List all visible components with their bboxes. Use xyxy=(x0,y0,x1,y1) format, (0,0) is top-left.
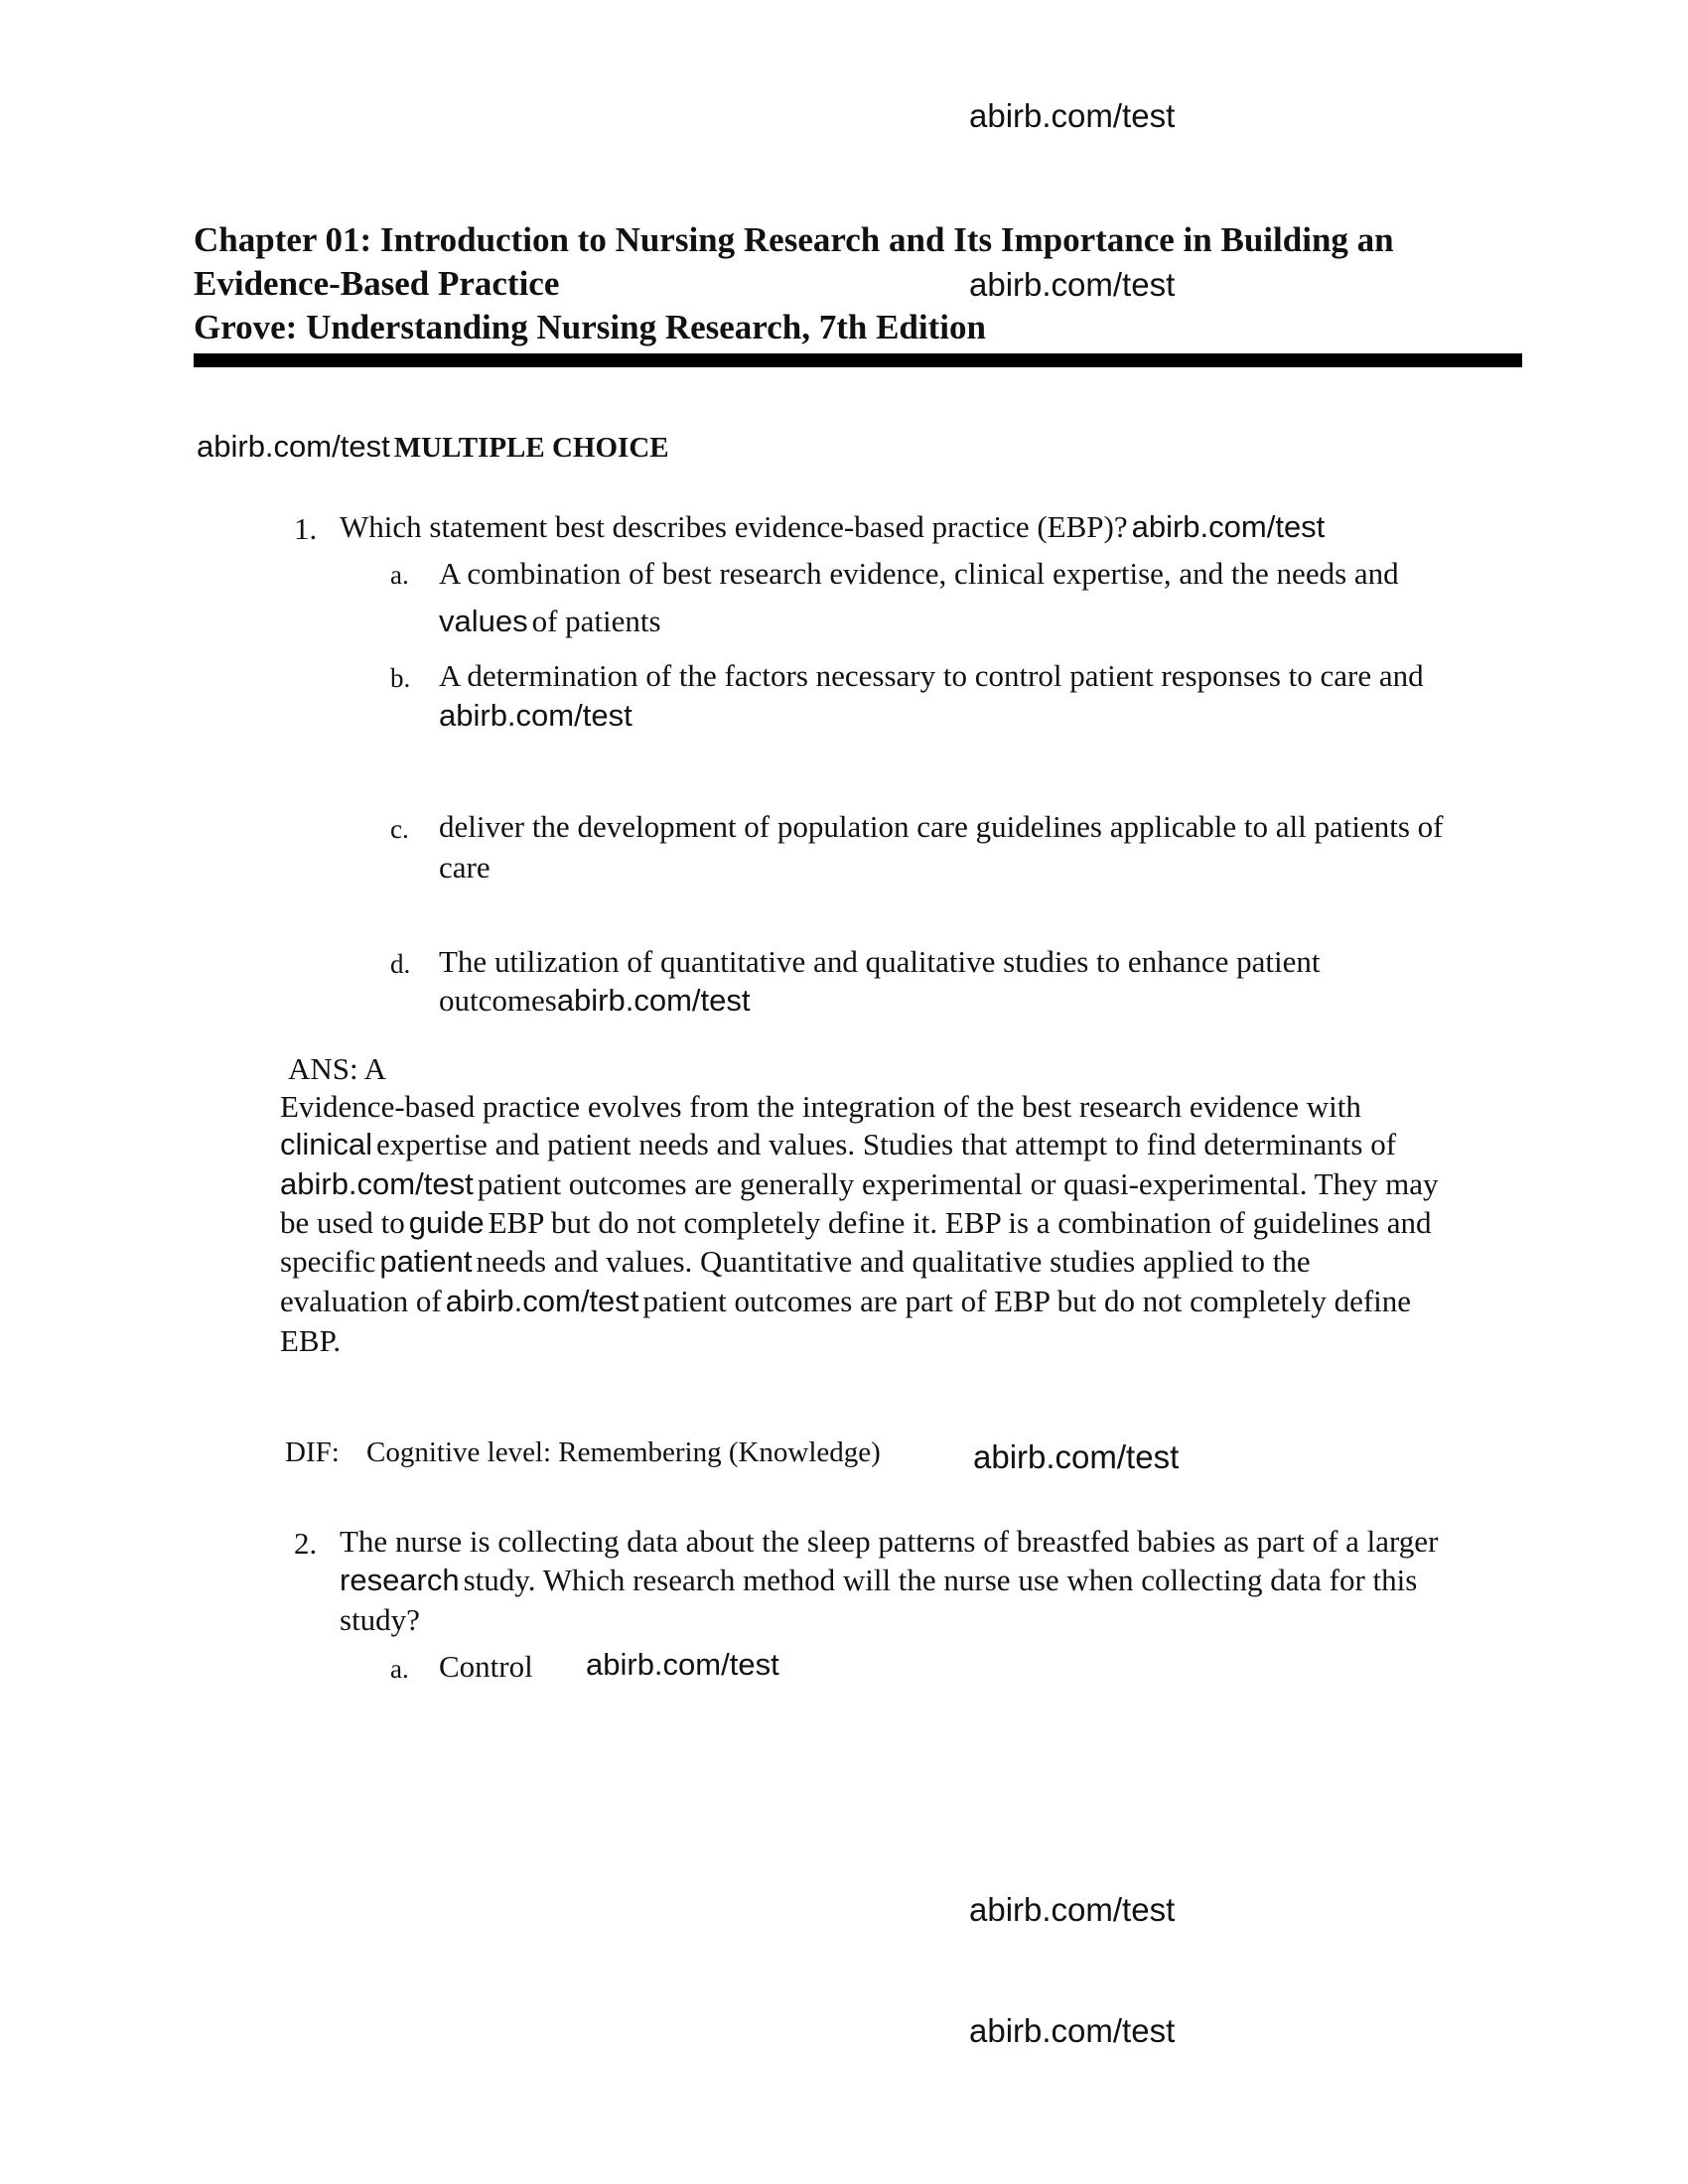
q1-stem-row xyxy=(340,509,1325,545)
rationale-line-5-pre: specific xyxy=(280,1244,376,1279)
q1-option-c-line2: care xyxy=(439,850,491,885)
rationale-line-7: EBP. xyxy=(280,1323,342,1358)
rationale-line-6 xyxy=(280,1284,1411,1319)
rationale-line-3-rest: patient outcomes are generally experimental or quasi-experimental. They may xyxy=(477,1166,1439,1201)
section-heading-row xyxy=(197,429,669,465)
watermark-q1-d: abirb.com/test xyxy=(556,983,751,1018)
watermark-q1-b: abirb.com/test xyxy=(439,698,633,733)
q2-number: 2. xyxy=(294,1526,318,1561)
q1-number: 1. xyxy=(294,511,318,546)
rationale-line-6-pre: evaluation of xyxy=(280,1284,442,1318)
q1-option-a-word: values xyxy=(439,604,528,638)
header-rule xyxy=(194,353,1522,367)
rationale-line-4-pre: be used to xyxy=(280,1205,405,1240)
q2-option-a-letter: a. xyxy=(390,1654,409,1684)
q2-word-research: research xyxy=(340,1563,460,1597)
q1-option-d-rest: outcomes xyxy=(439,983,557,1018)
rationale-word-patient: patient xyxy=(379,1244,473,1279)
watermark-q2: abirb.com/test xyxy=(586,1647,779,1682)
rationale-word-clinical: clinical xyxy=(280,1127,373,1161)
q1-option-b-line1: A determination of the factors necessary to control patient responses to care and xyxy=(439,658,1424,693)
chapter-title-line-1: Chapter 01: Introduction to Nursing Research and Its Importance in Building an xyxy=(194,220,1394,259)
watermark-dif: abirb.com/test xyxy=(973,1438,1180,1475)
q1-answer: ANS: A xyxy=(288,1051,387,1086)
watermark-rationale-1: abirb.com/test xyxy=(280,1166,474,1201)
q1-option-d-line1: The utilization of quantitative and qualitative studies to enhance patient xyxy=(439,944,1321,979)
section-heading: MULTIPLE CHOICE xyxy=(393,432,669,464)
watermark-bottom-1: abirb.com/test xyxy=(969,1891,1176,1928)
rationale-line-6-rest: patient outcomes are part of EBP but do not completely define xyxy=(642,1284,1412,1318)
q1-stem: Which statement best describes evidence-based practice (EBP)? xyxy=(340,509,1128,544)
rationale-line-2-rest: expertise and patient needs and values. Studies that attempt to find determinants of xyxy=(376,1127,1397,1161)
q2-line-3: study? xyxy=(340,1602,420,1637)
rationale-word-guide: guide xyxy=(408,1205,485,1240)
q1-option-b-letter: b. xyxy=(390,663,411,693)
q1-option-d-letter: d. xyxy=(390,949,411,979)
rationale-line-2 xyxy=(280,1127,1396,1162)
q1-option-a-letter: a. xyxy=(390,560,409,590)
rationale-line-1: Evidence-based practice evolves from the integration of the best research evidence with xyxy=(280,1089,1361,1124)
book-title: Grove: Understanding Nursing Research, 7th Edition xyxy=(194,308,986,346)
dif-label: DIF: xyxy=(285,1436,340,1468)
dif-value: Cognitive level: Remembering (Knowledge) xyxy=(366,1436,881,1468)
watermark-rationale-2: abirb.com/test xyxy=(445,1284,639,1318)
q2-line-2-rest: study. Which research method will the nurse use when collecting data for this xyxy=(463,1563,1418,1597)
chapter-title-line-2: Evidence-Based Practice xyxy=(194,264,560,303)
rationale-line-4-rest: EBP but do not completely define it. EBP is a combination of guidelines and xyxy=(488,1205,1432,1240)
q1-option-a-rest: of patients xyxy=(531,604,661,638)
watermark-header: abirb.com/test xyxy=(969,266,1176,303)
q1-option-d-line2 xyxy=(439,983,751,1019)
q1-option-c-line1: deliver the development of population care guidelines applicable to all patients of xyxy=(439,809,1444,844)
q1-option-c-letter: c. xyxy=(390,814,409,844)
watermark-q1: abirb.com/test xyxy=(1131,509,1326,544)
q2-line-1: The nurse is collecting data about the sleep patterns of breastfed babies as part of a larger xyxy=(340,1524,1439,1559)
q2-option-a: Control xyxy=(439,1649,533,1684)
q2-line-2 xyxy=(340,1563,1417,1598)
rationale-line-5-rest: needs and values. Quantitative and qualitative studies applied to the xyxy=(476,1244,1311,1279)
q1-option-a-line1: A combination of best research evidence, clinical expertise, and the needs and xyxy=(439,556,1399,591)
rationale-line-4 xyxy=(280,1205,1432,1241)
watermark-top: abirb.com/test xyxy=(969,97,1176,134)
rationale-line-5 xyxy=(280,1244,1311,1280)
watermark-section: abirb.com/test xyxy=(197,429,390,464)
watermark-bottom-2: abirb.com/test xyxy=(969,2012,1176,2049)
q1-option-a-line2 xyxy=(439,604,661,639)
rationale-line-3 xyxy=(280,1166,1439,1202)
